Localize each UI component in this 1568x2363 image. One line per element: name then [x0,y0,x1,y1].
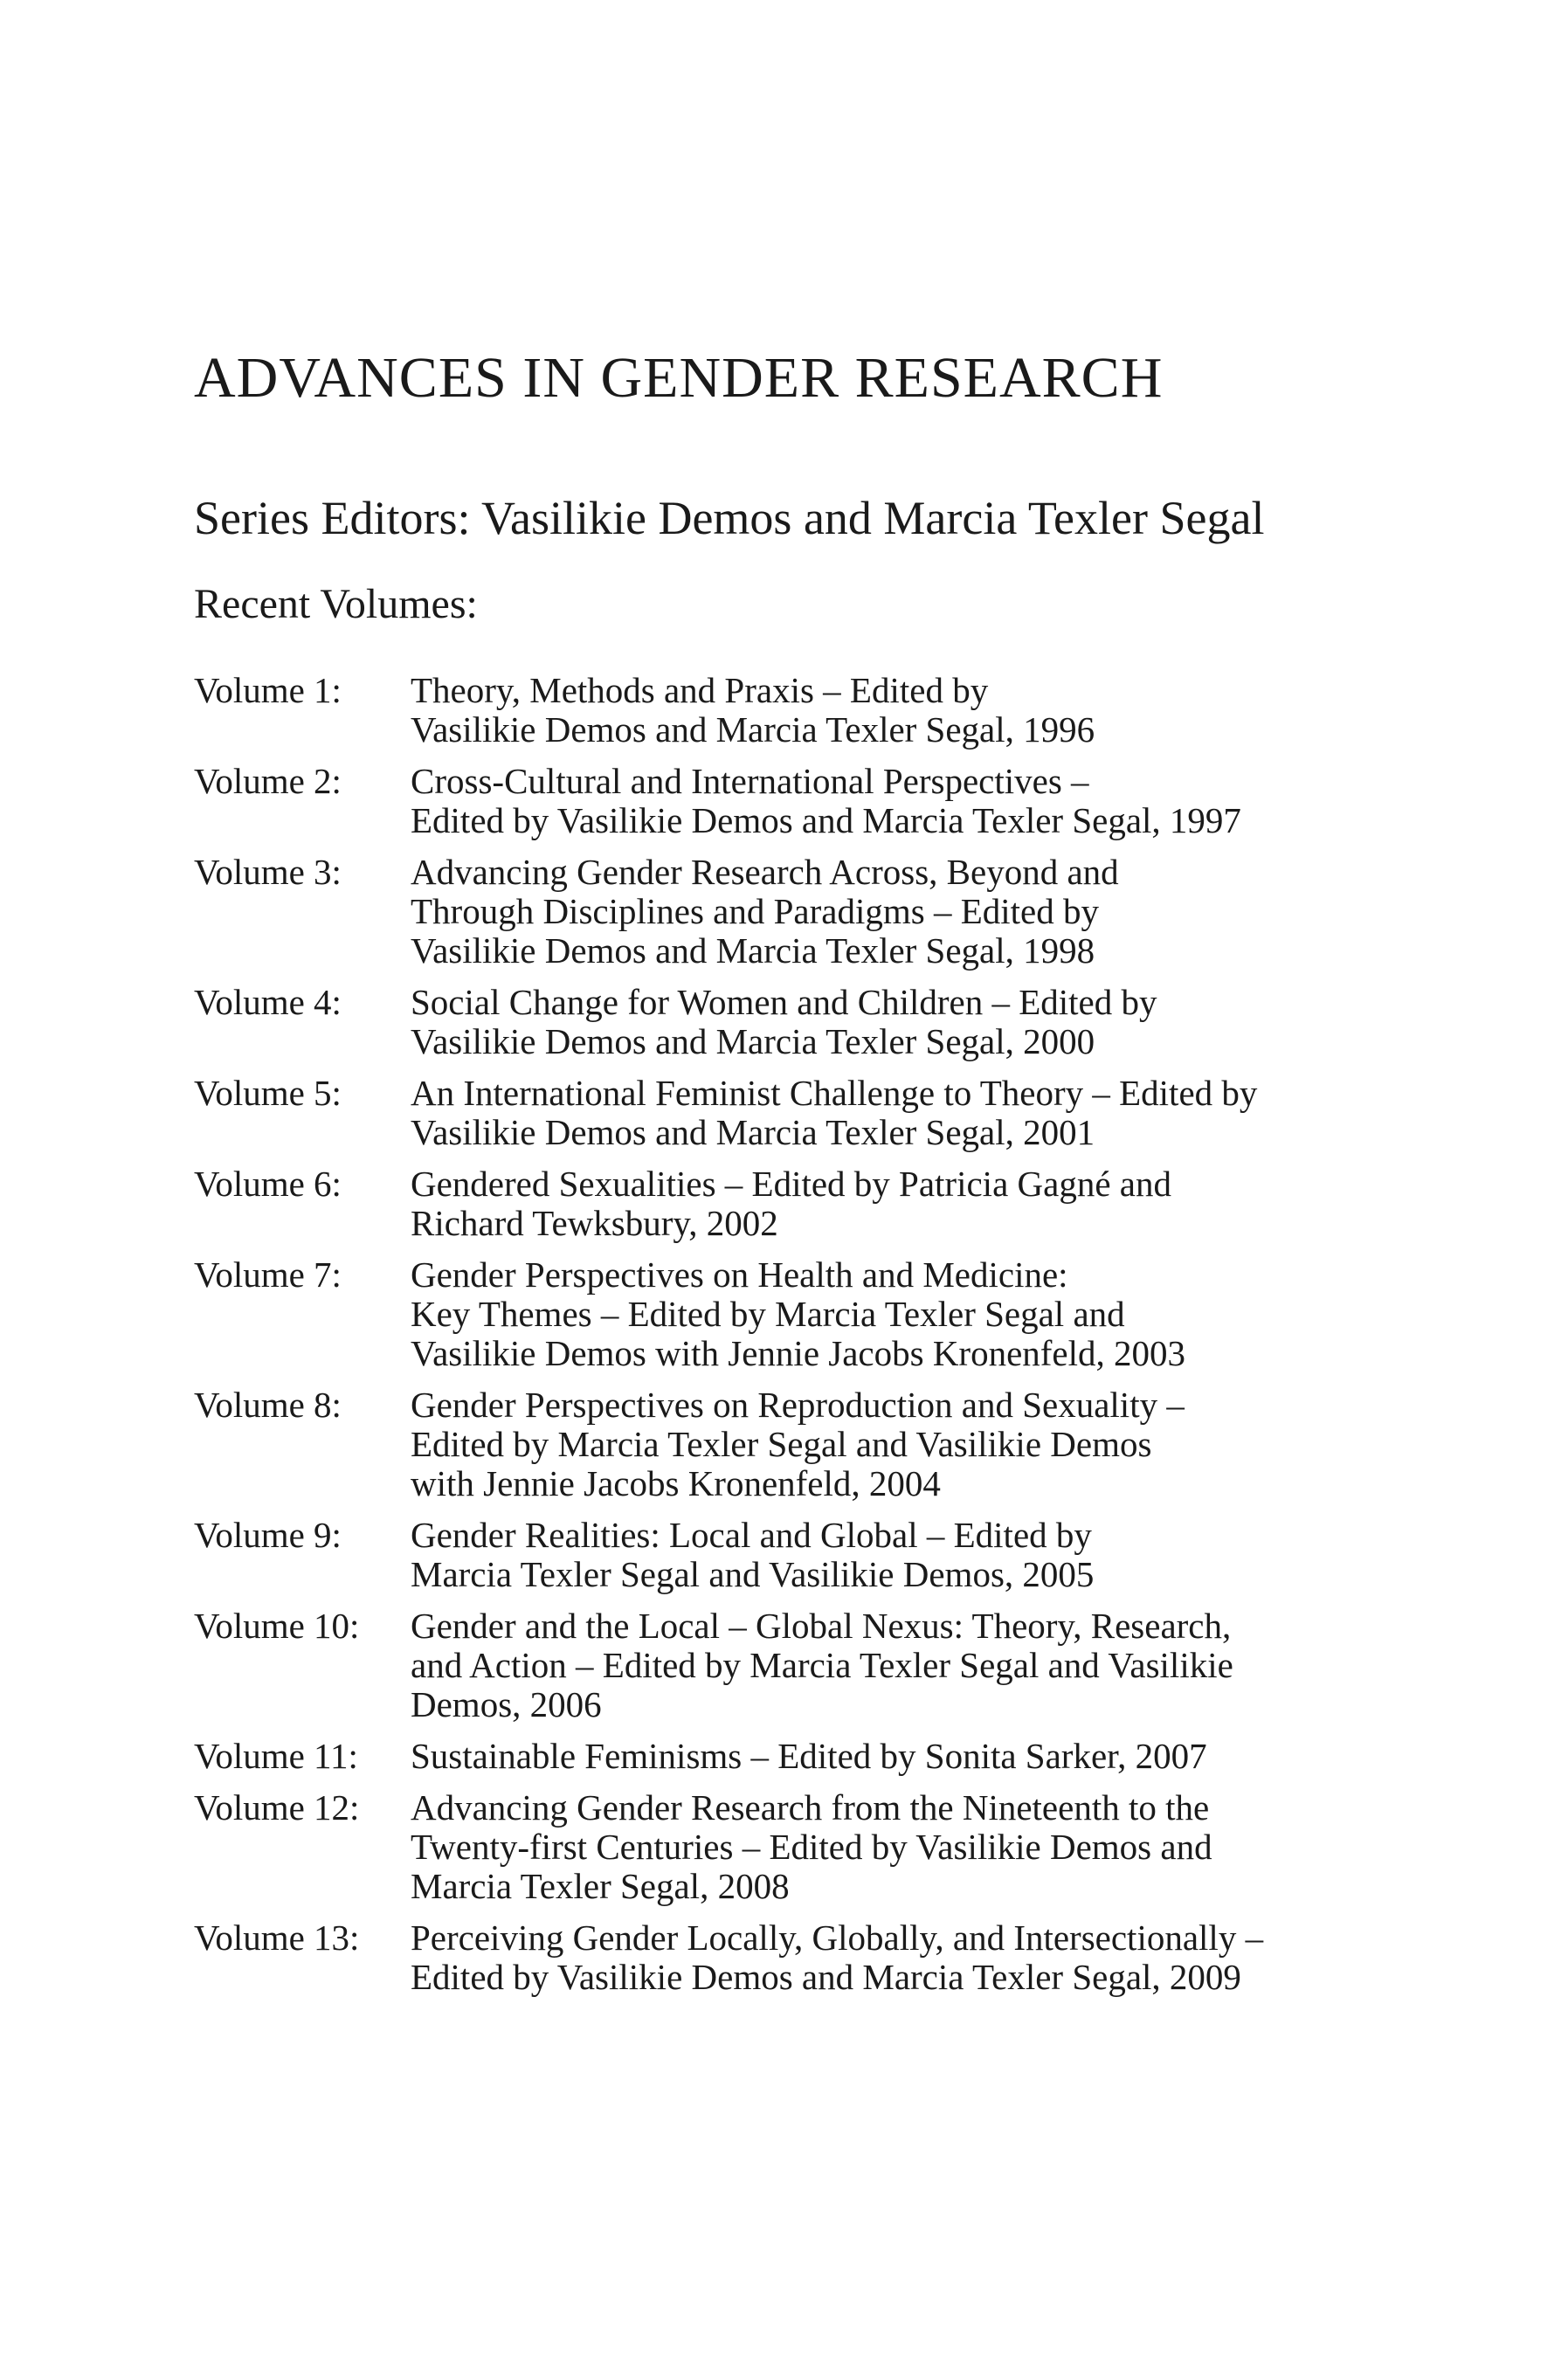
volume-label: Volume 7: [194,1254,342,1295]
volume-description: Gendered Sexualities – Edited by Patricia Gagné and Richard Tewksbury, 2002 [411,1164,1171,1243]
recent-volumes-heading: Recent Volumes: [194,581,478,627]
volume-label: Volume 5: [194,1073,342,1113]
volume-label: Volume 3: [194,852,342,892]
volume-entry [194,762,1452,840]
volume-description: Sustainable Feminisms – Edited by Sonita Sarker, 2007 [411,1736,1207,1776]
series-title: ADVANCES IN GENDER RESEARCH [194,346,1164,410]
volume-entry [194,853,1452,971]
volume-label: Volume 9: [194,1515,342,1555]
volume-entry [194,1788,1452,1906]
volume-entry [194,1737,1452,1776]
volume-label: Volume 10: [194,1606,360,1646]
volume-entry [194,1074,1452,1152]
volume-label: Volume 13: [194,1917,360,1958]
volume-description: Advancing Gender Research Across, Beyond and Through Disciplines and Paradigms – Edited by Vasilikie Demos and Marcia Texler Segal, 1998 [411,852,1119,971]
volume-label: Volume 12: [194,1787,360,1828]
volume-description: Perceiving Gender Locally, Globally, and Intersectionally – Edited by Vasilikie Demos and Marcia Texler Segal, 2009 [411,1917,1264,1997]
volume-label: Volume 6: [194,1164,342,1204]
volume-label: Volume 8: [194,1385,342,1425]
volume-description: Gender and the Local – Global Nexus: Theory, Research, and Action – Edited by Marcia Texler Segal and Vasilikie Demos, 2006 [411,1606,1233,1724]
volume-label: Volume 11: [194,1736,358,1776]
volume-description: Cross-Cultural and International Perspectives – Edited by Vasilikie Demos and Marcia Texler Segal, 1997 [411,761,1241,840]
volume-list [194,671,1452,2009]
volume-description: Gender Realities: Local and Global – Edited by Marcia Texler Segal and Vasilikie Demos, 2005 [411,1515,1095,1594]
volume-entry [194,1606,1452,1724]
volume-entry [194,1516,1452,1594]
volume-entry [194,983,1452,1061]
volume-label: Volume 4: [194,982,342,1022]
volume-label: Volume 1: [194,670,342,710]
series-editors: Series Editors: Vasilikie Demos and Marcia Texler Segal [194,492,1265,544]
volume-entry [194,1385,1452,1503]
volume-description: Advancing Gender Research from the Nineteenth to the Twenty-first Centuries – Edited by Vasilikie Demos and Marcia Texler Segal, 2008 [411,1787,1212,1906]
volume-description: Gender Perspectives on Reproduction and Sexuality – Edited by Marcia Texler Segal and Vasilikie Demos with Jennie Jacobs Kronenfeld, 2004 [411,1385,1185,1503]
volume-description: Theory, Methods and Praxis – Edited by Vasilikie Demos and Marcia Texler Segal, 1996 [411,670,1095,750]
volume-description: Gender Perspectives on Health and Medicine: Key Themes – Edited by Marcia Texler Segal and Vasilikie Demos with Jennie Jacobs Kronenfeld, 2003 [411,1254,1186,1373]
volume-label: Volume 2: [194,761,342,801]
volume-entry [194,671,1452,750]
volume-entry [194,1255,1452,1373]
volume-entry [194,1164,1452,1243]
volume-description: Social Change for Women and Children – Edited by Vasilikie Demos and Marcia Texler Segal, 2000 [411,982,1157,1061]
volume-entry [194,1918,1452,1997]
volume-description: An International Feminist Challenge to Theory – Edited by Vasilikie Demos and Marcia Texler Segal, 2001 [411,1073,1258,1152]
